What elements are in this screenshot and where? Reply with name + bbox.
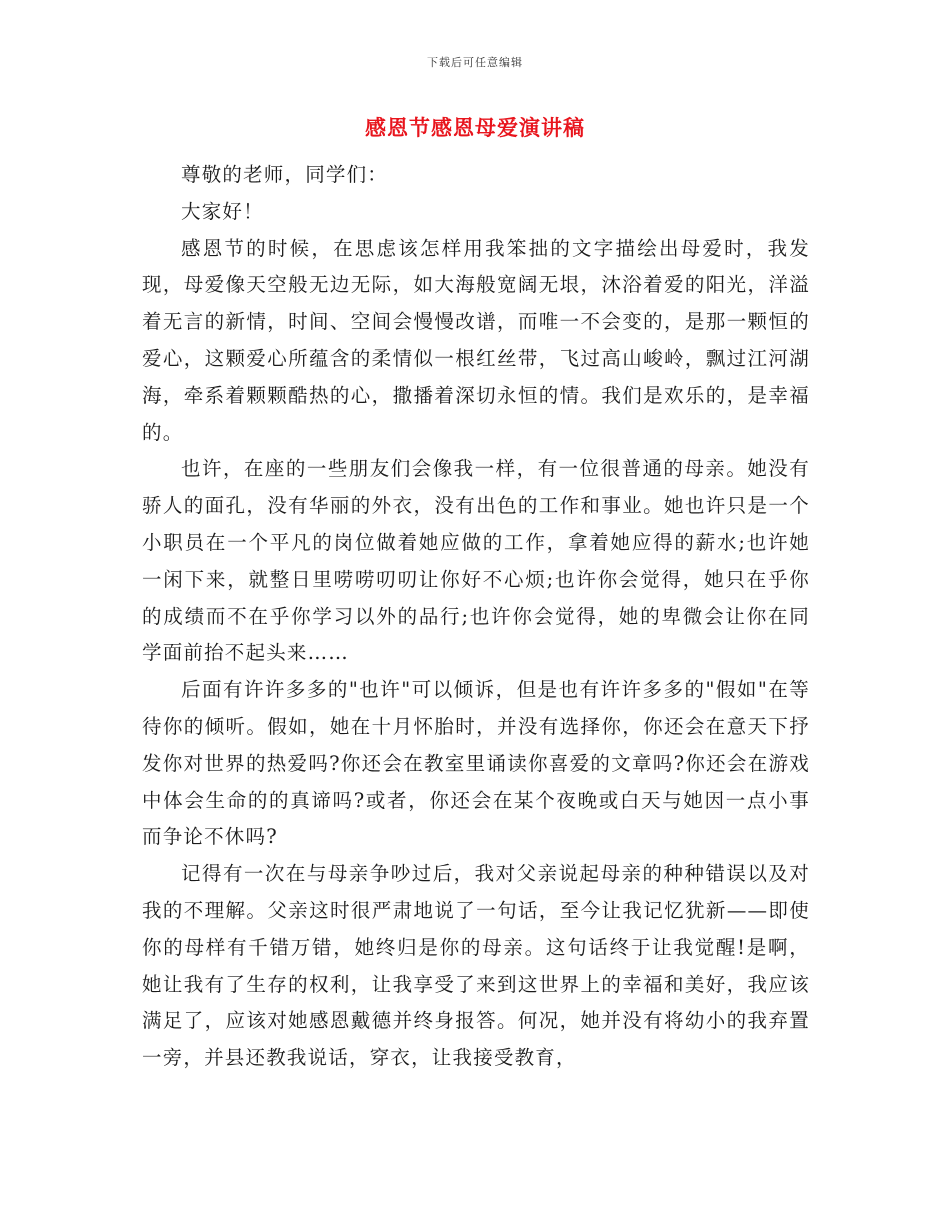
paragraph-4: 记得有一次在与母亲争吵过后，我对父亲说起母亲的种种错误以及对我的不理解。父亲这时很严肃地说了一句话，至今让我记忆犹新——即使你的母样有千错万错，她终归是你的母亲。这句话终于让我觉醒!是啊，她让我有了生存的权利，让我享受了来到这世界上的幸福和美好，我应该满足了，应该对她感恩戴德并终身报答。何况，她并没有将幼小的我弃置一旁，并县还教我说话，穿衣，让我接受教育， xyxy=(142,862,810,1070)
header-note: 下载后可任意编辑 xyxy=(427,56,523,69)
paragraph-2: 也许，在座的一些朋友们会像我一样，有一位很普通的母亲。她没有骄人的面孔，没有华丽的外衣，没有出色的工作和事业。她也许只是一个小职员在一个平凡的岗位做着她应做的工作，拿着她应得的薪水;也许她一闲下来，就整日里唠唠叨叨让你好不心烦;也许你会觉得，她只在乎你的成绩而不在乎你学习以外的品行;也许你会觉得，她的卑微会让你在同学面前抬不起头来…… xyxy=(142,457,810,665)
paragraph-greeting: 尊敬的老师，同学们： xyxy=(181,163,389,186)
document-title: 感恩节感恩母爱演讲稿 xyxy=(365,115,585,140)
paragraph-3: 后面有许许多多的"也许"可以倾诉，但是也有许许多多的"假如"在等待你的倾听。假如，她在十月怀胎时，并没有选择你，你还会在意天下抒发你对世界的热爱吗?你还会在教室里诵读你喜爱的文章吗?你还会在游戏中体会生命的的真谛吗?或者，你还会在某个夜晚或白天与她因一点小事而争论不休吗? xyxy=(142,678,810,849)
document-body xyxy=(142,157,810,1077)
paragraph-1: 感恩节的时候，在思虑该怎样用我笨拙的文字描绘出母爱时，我发现，母爱像天空般无边无际，如大海般宽阔无垠，沐浴着爱的阳光，洋溢着无言的新情，时间、空间会慢慢改谱，而唯一不会变的，是那一颗恒的爱心，这颗爱心所蕴含的柔情似一根红丝带，飞过高山峻岭，飘过江河湖海，牵系着颗颗酷热的心，撒播着深切永恒的情。我们是欢乐的，是幸福的。 xyxy=(142,236,810,444)
paragraph-hello: 大家好！ xyxy=(181,199,264,223)
